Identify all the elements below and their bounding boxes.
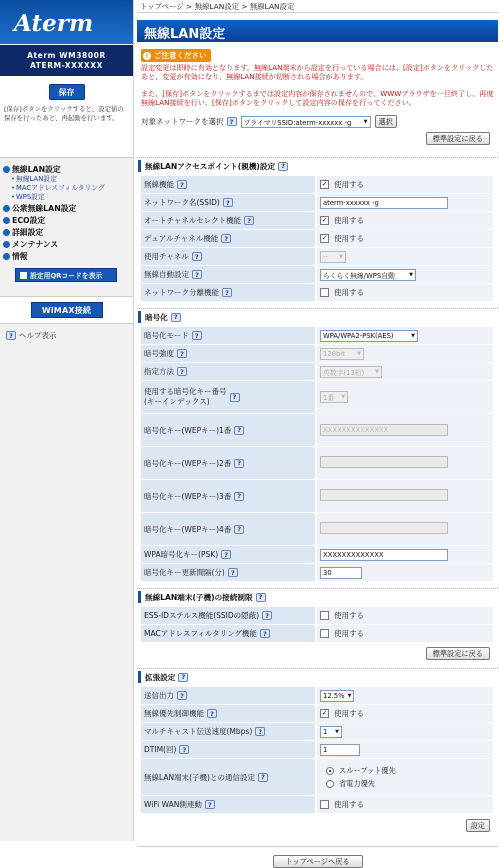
section-title: 暗号化 ? [138, 311, 498, 323]
throughput-radio[interactable]: スループット優先 [320, 764, 493, 777]
bullet-icon [3, 253, 10, 260]
help-icon[interactable]: ? [177, 349, 187, 358]
menu-info[interactable]: 情報 [3, 251, 133, 262]
breadcrumb: トップページ > 無線LAN設定 > 無線LAN設定 [137, 0, 498, 13]
tx-power-select[interactable]: 12.5% ▼ [320, 690, 354, 702]
radio-icon [326, 780, 334, 788]
mac-filter-checkbox[interactable] [320, 629, 329, 638]
help-icon[interactable]: ? [171, 313, 181, 322]
row-wep4: 暗号化キー(WEPキー)4番 ? [141, 513, 493, 545]
row-key-index: 使用する暗号化キー番号 (キーインデックス) ? 1番 ▼ [141, 381, 493, 413]
wireless-enable-checkbox[interactable] [320, 180, 329, 189]
section-extended [137, 668, 498, 832]
extended-table [141, 686, 493, 814]
help-icon[interactable]: ? [205, 800, 215, 809]
ssid-input[interactable]: aterm-xxxxxx -g [320, 197, 448, 209]
help-icon[interactable]: ? [234, 426, 244, 435]
encryption-table [141, 326, 493, 582]
method-select[interactable]: 英数字(13桁) ▼ [320, 366, 382, 378]
row-tx-power: 送信出力 ? 12.5% ▼ [141, 687, 493, 704]
help-icon: ? [6, 331, 16, 340]
help-icon[interactable]: ? [192, 270, 202, 279]
caution-badge: ! ご注意ください [141, 49, 211, 62]
network-selector [141, 115, 498, 128]
wep-key1-input[interactable]: XXXXXXXXXXXXXX [320, 424, 448, 436]
stealth-checkbox[interactable] [320, 611, 329, 620]
main-content [137, 0, 498, 868]
help-icon[interactable]: ? [258, 773, 268, 782]
psk-input[interactable]: XXXXXXXXXXXXX [320, 549, 448, 561]
help-icon[interactable]: ? [230, 393, 240, 402]
dtim-input[interactable]: 1 [320, 744, 360, 756]
menu-public-wlan[interactable]: 公衆無線LAN設定 [3, 203, 133, 214]
section-title: 無線LANアクセスポイント(親機)設定 ? [138, 160, 498, 172]
radio-selected-icon [326, 767, 334, 775]
help-icon[interactable]: ? [192, 331, 202, 340]
help-icon[interactable]: ? [223, 198, 233, 207]
enc-strength-select[interactable]: 128bit ▼ [320, 348, 364, 360]
help-icon[interactable]: ? [228, 568, 238, 577]
auto-channel-checkbox[interactable] [320, 216, 329, 225]
section-encryption [137, 308, 498, 582]
bullet-icon [3, 241, 10, 248]
wep-key2-input[interactable] [320, 456, 448, 468]
menu-wps[interactable]: • WPS設定 [3, 193, 133, 202]
priority-checkbox[interactable] [320, 709, 329, 718]
help-icon[interactable]: ? [207, 709, 217, 718]
auto-setup-select[interactable]: らくらく無線/WPS自動 ▼ [320, 269, 416, 281]
device-id: ATERM-XXXXXX [29, 61, 104, 70]
network-select-label: 対象ネットワークを選択 [141, 117, 224, 126]
wifi-wan-checkbox[interactable] [320, 800, 329, 809]
bullet-icon [3, 166, 10, 173]
network-separate-checkbox[interactable] [320, 288, 329, 297]
show-qr-button[interactable]: 設定用QRコードを表示 [15, 268, 117, 282]
warning-icon: ! [143, 52, 151, 60]
help-icon[interactable]: ? [260, 629, 270, 638]
page-title: 無線LAN設定 [137, 20, 498, 42]
row-method: 指定方法 ? 英数字(13桁) ▼ [141, 363, 493, 380]
help-icon[interactable]: ? [179, 745, 189, 754]
row-wep3: 暗号化キー(WEPキー)3番 ? [141, 480, 493, 512]
row-multicast: マルチキャスト伝送速度(Mbps) ? 1 ▼ [141, 723, 493, 740]
sidebar [0, 0, 134, 841]
enc-mode-select[interactable]: WPA/WPA2-PSK(AES) ▼ [320, 330, 418, 342]
aterm-logo: Aterm [0, 0, 133, 44]
help-icon[interactable]: ? [177, 367, 187, 376]
help-icon[interactable]: ? [192, 252, 202, 261]
back-to-top-button[interactable]: トップページへ戻る [273, 855, 363, 868]
help-icon[interactable]: ? [178, 673, 188, 682]
row-wep1: 暗号化キー(WEPキー)1番 ? XXXXXXXXXXXXXX [141, 414, 493, 446]
warning-text-2: また、[保存]ボタンをクリックするまでは設定内容が保存されませんので、WWWブラウザを一旦終了し、再度無線LAN接続を行い、[保存]ボタンをクリックして設定内容の保存を行ってください。 [141, 89, 494, 107]
help-icon[interactable]: ? [227, 117, 237, 126]
wimax-connect-button[interactable]: WiMAX接続 [31, 302, 103, 318]
row-auto-channel: オートチャネルセレクト機能 ? ✓ 使用する [141, 212, 493, 229]
restore-default-button[interactable]: 標準設定に戻る [426, 647, 490, 660]
select-button[interactable]: 選択 [375, 115, 397, 128]
section-title: 無線LAN端末(子機)の接続制限 ? [138, 591, 498, 603]
row-dual-channel: デュアルチャネル機能 ? ✓ 使用する [141, 230, 493, 247]
section-access-point [137, 157, 498, 302]
network-select[interactable]: プライマリSSID:aterm-xxxxxx -g ▼ [241, 116, 371, 128]
help-icon[interactable]: ? [221, 234, 231, 243]
row-wep2: 暗号化キー(WEPキー)2番 ? [141, 447, 493, 479]
menu-maintenance[interactable]: メンテナンス [3, 239, 133, 250]
help-icon[interactable]: ? [222, 288, 232, 297]
row-dtim: DTIM(回) ? 1 [141, 741, 493, 758]
help-icon[interactable]: ? [234, 525, 244, 534]
row-comm-setting: 無線LAN端末(子機)との通信設定 ? スループット優先 省電力優先 [141, 759, 493, 795]
row-key-interval: 暗号化キー更新間隔(分) ? 30 [141, 564, 493, 581]
save-panel [0, 76, 133, 158]
help-icon[interactable]: ? [177, 691, 187, 700]
row-stealth: ESS-IDステルス機能(SSIDの隠蔽) ? 使用する [141, 607, 493, 624]
section-connection-limit [137, 588, 498, 660]
help-icon[interactable]: ? [234, 459, 244, 468]
side-menu [0, 158, 133, 282]
wimax-panel [0, 296, 133, 324]
save-note: [保存]ボタンをクリックすると、設定値の保存を行ったあと、再起動を行います。 [4, 105, 124, 122]
save-button[interactable]: 保存 [49, 84, 85, 100]
multicast-rate-select[interactable]: 1 ▼ [320, 726, 342, 738]
wep-key3-input[interactable] [320, 489, 448, 501]
row-enc-strength: 暗号強度 ? 128bit ▼ [141, 345, 493, 362]
channel-select[interactable]: -- ▼ [320, 251, 346, 263]
bullet-icon [3, 205, 10, 212]
row-auto-setup: 無線自動設定 ? らくらく無線/WPS自動 ▼ [141, 266, 493, 283]
row-ssid: ネットワーク名(SSID) ? aterm-xxxxxx -g [141, 194, 493, 211]
row-priority: 無線優先制御機能 ? ✓ 使用する [141, 705, 493, 722]
connection-limit-table [141, 606, 493, 643]
help-icon[interactable]: ? [244, 216, 254, 225]
qr-icon [20, 272, 27, 279]
help-icon[interactable]: ? [262, 611, 272, 620]
row-psk: WPA暗号化キー(PSK) ? XXXXXXXXXXXXX [141, 546, 493, 563]
row-enc-mode: 暗号化モード ? WPA/WPA2-PSK(AES) ▼ [141, 327, 493, 344]
warning-text-1: 設定変更は即時に有効となります。無線LAN端末から設定を行っている場合には、[設定]ボタンをクリックしたあと、変更が有効になり、無線LAN接続が切断される場合があります。 [141, 63, 494, 81]
help-icon[interactable]: ? [234, 492, 244, 501]
help-icon[interactable]: ? [256, 593, 266, 602]
key-index-select[interactable]: 1番 ▼ [320, 391, 348, 403]
help-icon[interactable]: ? [221, 550, 231, 559]
help-icon[interactable]: ? [255, 727, 265, 736]
apply-button[interactable]: 設定 [466, 819, 490, 832]
row-network-separate: ネットワーク分離機能 ? 使用する [141, 284, 493, 301]
menu-wireless[interactable]: 無線LAN設定 [3, 164, 133, 175]
row-channel: 使用チャネル ? -- ▼ [141, 248, 493, 265]
help-icon[interactable]: ? [177, 180, 187, 189]
menu-eco[interactable]: ECO設定 [3, 215, 133, 226]
key-interval-input[interactable]: 30 [320, 567, 362, 579]
help-icon[interactable]: ? [278, 162, 288, 171]
bullet-icon [3, 229, 10, 236]
menu-advanced[interactable]: 詳細設定 [3, 227, 133, 238]
power-saving-radio[interactable]: 省電力優先 [320, 777, 493, 790]
menu-mac-filter[interactable]: • MACアドレスフィルタリング [3, 184, 133, 193]
row-wifi-wan: WiFi WAN側連動 ? 使用する [141, 796, 493, 813]
restore-default-button[interactable]: 標準設定に戻る [426, 132, 490, 145]
menu-wireless-lan[interactable]: • 無線LAN設定 [3, 175, 133, 184]
footer [137, 846, 498, 868]
row-wireless-enable: 無線機能 ? ✓ 使用する [141, 176, 493, 193]
help-link[interactable]: ? ヘルプ表示 [6, 330, 133, 341]
row-mac-filter: MACアドレスフィルタリング機能 ? 使用する [141, 625, 493, 642]
ap-settings-table [141, 175, 493, 302]
section-title: 拡張設定 ? [138, 671, 498, 683]
bullet-icon [3, 217, 10, 224]
model-info [0, 45, 133, 76]
wep-key4-input[interactable] [320, 522, 448, 534]
dual-channel-checkbox[interactable] [320, 234, 329, 243]
model-name: Aterm WM3800R [27, 51, 106, 60]
